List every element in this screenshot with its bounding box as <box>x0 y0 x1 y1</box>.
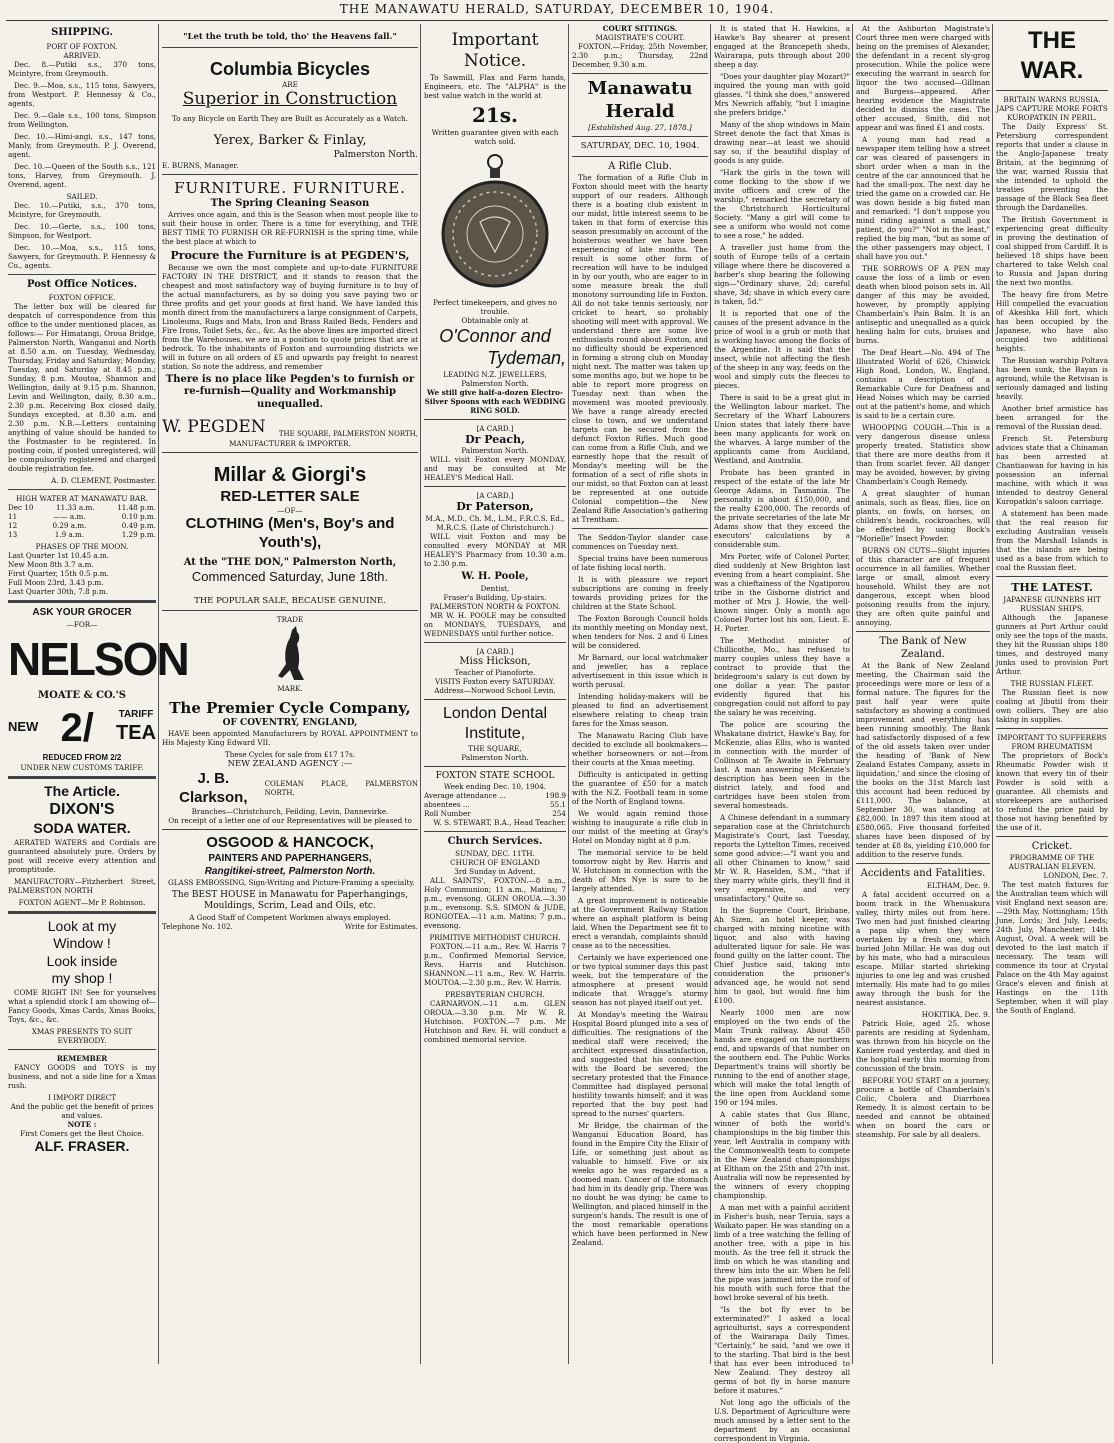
rifle-text: The formation of a Rifle Club in Foxton should meet with the hearty support of our readers. Although there is a boating club existent in our midst, little interest seems to be taken in that form of exercise this season presumably on account of the boisterous weather we have been experiencing of late months. The result is some other form of recreation will have to be indulged in by our youth, who are eager to in some measure break the dull monotony surrounding life in Foxton. All do not take tennis seriously, nor cricket to heart, so probably shooting will meet with approval. We understand there are some live enthusiasts round about Foxton, and no difficulty should be experienced in forming a strong club on Monday night next. The matter was taken up some months ago, but we hope to be able to report more progress on Tuesday next than when the movement was mooted previously. We have a range already erected close to town, and we understand targets can be secured from the defunct Foxton Rifles. Much good can come from a Rifle Club, and we earnestly hope that the result of Monday's meeting will be the formation of a sect of rifle shots in our midst, so that Foxton can at least be represented at one outside Colonial competition—the New Zealand Rifle Association's gathering at Trentham. <box>572 173 709 525</box>
jewellers-place: Palmerston North. <box>461 378 529 388</box>
post-subheading: FOXTON OFFICE. <box>48 293 116 302</box>
tariff-label: TARIFF <box>118 708 154 720</box>
premier-heading: The Premier Cycle Company, <box>169 699 411 718</box>
news-item: A cable states that Gus Blanc, winner of both the world's championships in the big timber this year, left Australia in company with the Commonwealth team to compete in the New Zealand championships at Eltham on the 25th and 27th inst. Australia will now be represented by the winners of every chopping championship. <box>714 1110 850 1200</box>
news-item: There is said to be a great glut in the Wellington labour market. The Secretary of the Wharf Labourers Union states that lately there have been many applicants for work on the wharves. A large number of the applicants came from Auckland, Westland, and Australia. <box>714 393 850 465</box>
divider <box>424 831 566 832</box>
rifle-heading: A Rifle Club. <box>608 160 672 172</box>
divider <box>572 73 708 74</box>
column-divider <box>852 24 853 1364</box>
london-address: THE SQUARE, <box>468 744 522 753</box>
news-item: It is reported that one of the causes of the present advance in the price of wool is a grub or moth that is working havoc among the flocks of the Argentine. It is said that the insect, while not affecting the flesh of the sheep in any way, feeds on the wool and simply cuts the fleeces to pieces. <box>714 309 850 390</box>
news-item: Nearly 1000 men are now employed on the two ends of the Main Trunk railway. About 450 hands are engaged on the northern end, and upwards of that number on the southern end. The Public Works Department's trains will shortly be running to the end of another stage, which will make the total length of the line open from Auckland some 190 or 194 miles. <box>714 1008 850 1107</box>
news-item: Difficulty is anticipated in getting the guarantee of £50 for a match with the N.Z. Football team in some of the North of England towns. <box>572 770 708 807</box>
news-item: The memorial service to be held tomorrow night by Rev. Harris and W. Hutchison in connection with the death of Mrs Nye is sure to be largely attended. <box>572 848 708 894</box>
fraser-name: ALF. FRASER. <box>34 1137 130 1154</box>
war-text: The heavy fire from Metre Hill compelled the evacuation of Akeshka Hill fort, which has been occupied by the Japanese, who have also occupied two additional heights. <box>996 290 1108 353</box>
spring-heading: The Spring Cleaning Season <box>210 197 370 209</box>
war-text: A statement has been made that the real reason for excluding Australian vessels from the Marshall Islands is that the islands are being used as a base from which to coal the Russian fleet. <box>996 509 1108 572</box>
cricket-text: The test match fixtures for the Australian team which will visit England next season are:—29th May, Nottingham; 15th June, Lords; 3rd July, Leeds; 24th July, Manchester; 14th August, Oval. A week will be devoted to the last match if necessary. The team will commence its tour at Crystal Palace on the 4th May against Grace's eleven and finish at Hastings on the 11th September, when it will play the South of England. <box>996 880 1108 1016</box>
news-item: Mrs Porter, wife of Colonel Porter, died suddenly at New Brighton last evening from a heart complaint. She was a chieftainess of the Ngatiporou tribe in the Gisborne district and mother of Mrs J. Howie, the well-known singer. Only a month ago Colonel Porter lost his son, Lieut. E. H. Porter. <box>714 552 850 633</box>
news-item: Special trains have been numerous of late fishing local north. <box>572 554 708 573</box>
trade-label: TRADE <box>276 615 304 625</box>
post-heading: Post Office Notices. <box>26 278 138 290</box>
rheumatism-text: The proprietors of Bock's Rheumatic Powder wish it known that every tin of their Powder is sold with a guarantee. All chemists and storekeepers are authorised to refund the price paid by those not having benefited by the use of it. <box>996 750 1108 832</box>
tide-am: —— a.m. <box>53 512 86 521</box>
news-item: At the Ashburton Magistrate's Court three men were charged with being on the premises of Alexander, the defendant in a recent sly-grog prosecution. While the police were executing the warrant in search for liquor the two accused—Gillman and Burgess—appeared. After hearing evidence the Magistrate decided to dismiss the cases. The other accused, Smith, did not appear and was fined £1 and costs. <box>856 24 990 132</box>
sailed-heading: SAILED. <box>66 191 98 201</box>
absentees-value: 55.1 <box>549 800 566 810</box>
painters-line: PAINTERS AND PAPERHANGERS, <box>208 853 372 865</box>
date-line: SATURDAY, DEC. 10, 1904. <box>580 141 700 151</box>
divider <box>8 274 156 275</box>
column-divider <box>992 24 993 1364</box>
news-item: BEFORE YOU START on a journey, procure a bottle of Chamberlain's Colic, Cholera and Diarrhoea Remedy. It is almost certain to be needed and cannot be obtained when on board the cars or steamship. For sale by all dealers. <box>856 1075 990 1139</box>
bank-text: At the Bank of New Zealand meeting, the Chairman said the proceedings were more or less of a formal nature. The figures for the past half year were quite satisfactory as showing a continued improvement and everything has been running smoothly. The Bank had satisfactorily disposed of a few of the old assets taken over under the heading of 'Bank of New Zealand Estates Company, assets in liquidation,' and since the closing of the books on the 31st March last this account had been reduced by £111,000. The balance, at September 30, was standing at £82,000. In 1897 this item stood at £580,065. Five thousand forfeited shares have been disposed of by tender at £8 8s, yielding £10,000 for addition to the reserve funds. <box>856 661 990 859</box>
latest-subheading: JAPANESE GUNNERS HIT RUSSIAN SHIPS. <box>1003 594 1101 613</box>
masthead-rule <box>6 20 1108 21</box>
column-divider <box>710 24 711 1364</box>
sawmill-text: To Sawmill, Flax and Farm hands, Engineers, etc. The "ALPHA" is the best value watch in the world at <box>424 72 566 100</box>
of-line: —OF— <box>277 506 303 516</box>
bank-heading: The Bank of New Zealand. <box>879 636 967 660</box>
no-place-line: There is no place like Pegden's to furnish or re-furnish—Quality and Workmanship unequalled. <box>165 373 415 410</box>
news-item: WHOOPING COUGH.—This is a very dangerous disease unless properly treated. Statistics show that there are more deaths from it than from scarlet fever. All danger may be avoided, however, by giving Chamberlain's Cough Remedy. <box>856 423 990 486</box>
news-item: The police are scouring the Whakatane district, Hawke's Bay, for McKenzie, alias Ellis, who is wanted in connection with the murder of Collinson at Te Awaite in February last. A man answering McKenzie's description has been seen in the district lately, and food and cartridges have been stolen from several homesteads. <box>714 720 850 810</box>
column-divider <box>420 24 421 1364</box>
news-item: The Manawatu Racing Club have decided to exclude all bookmakers—whether horseowners or not—from their courts at the Xmas meeting. <box>572 731 708 768</box>
news-item: A traveller just home from the south of Europe tells of a certain village where there he discovered a barber's shop bearing the following sign—"Ordinary shave, 2d; careful shave, 3d; shave in which every care is taken, 5d." <box>714 243 850 306</box>
pegden-row <box>162 417 418 438</box>
news-item: "Hark the girls in the town will come flocking to the show if we invite officers and crew of the warship," remarked the secretary of the Christchurch Horticultural Society. "Many a girl will come to see a uniform who would not come to see a rose," he added. <box>714 168 850 240</box>
news-item: At Monday's meeting the Wairau Hospital Board plunged into a sea of difficulties. The resignations of the medical staff were received; the architect expressed dissatisfaction, and suggested that his connection with the Board be severed; the secretary protested that the Finance Committee had displayed personal hostility towards himself; and it was reported that the buy post had spread to the nurses' quarters. <box>572 1010 708 1119</box>
rangitikei-line: Rangitikei-street, Palmerston North. <box>204 865 376 877</box>
card-label: [A CARD.] <box>476 646 514 656</box>
peach-name: Dr Peach, <box>465 432 525 446</box>
red-letter-heading: RED-LETTER SALE <box>220 487 360 505</box>
news-item: A great slaughter of human animals, such as fleas, flies, lice on plants, on fowls, on horses, on children's heads, cockroaches, will be effected by using Bock's "Morielle" Insect Powder. <box>856 489 990 543</box>
divider <box>856 631 990 632</box>
burns-line: E. BURNS, Manager. <box>162 160 239 170</box>
programme-heading: PROGRAMME OF THE AUSTRALIAN ELEVEN. <box>1008 853 1096 872</box>
pegden-name: W. PEGDEN <box>162 417 266 438</box>
telephone: Telephone No. 102. <box>162 921 233 931</box>
written-guarantee: Written guarantee given with each watch sold. <box>431 127 559 146</box>
news-item: Intending holiday-makers will be pleased to find an advertisement elsewhere relating to cheap train fares for the Xmas season. <box>572 692 708 729</box>
divider <box>8 776 156 779</box>
article-heading: The Article. <box>44 782 120 799</box>
branches-line: Branches—Christchurch, Feilding, Levin, Dannevirke. <box>191 807 389 817</box>
columbia-heading: Columbia Bicycles <box>209 58 371 79</box>
absentees-label: absentees ... <box>424 800 470 810</box>
london-place: Palmerston North. <box>461 753 529 762</box>
headmaster: W. S. STEWART, B.A., Head Teacher. <box>433 818 566 828</box>
estimates: Write for Estimates. <box>344 921 418 931</box>
news-item: The Seddon-Taylor slander case commences on Tuesday next. <box>572 533 708 552</box>
tide-am: 0.29 a.m. <box>52 521 87 530</box>
clothing-line: CLOTHING (Men's, Boy's and <box>185 515 395 533</box>
spring-text: Arrives once again, and this is the Season when most people like to suit their house in order. There is a time for everything, and THE BEST TIME TO FURNISH OR RE-FURNISH is the spring time, while the best place at which to <box>162 210 418 247</box>
advent-line: 3rd Sunday in Advent. <box>454 866 536 876</box>
paper-nameplate: Manawatu Herald <box>587 78 693 122</box>
clarkson-address: COLEMAN PLACE, PALMERSTON NORTH, <box>264 779 418 797</box>
paterson-degrees: M.A., M.D., Ch. M., L.M., F.R.C.S. Ed., M.R.C.S. (Late of Christchurch.) <box>425 514 565 532</box>
column-7 <box>996 24 1108 1366</box>
card-label: [A CARD.] <box>476 423 514 433</box>
hickson-visits: VISITS Foxton every SATURDAY. <box>435 677 555 686</box>
methodist-text: FOXTON.—11 a.m., Rev. W. Harris 7 p.m., Confirmed Memorial Service, Revs. Harris and Hutchison. SHANNON.—11 a.m., Rev. W. Harris. MOUTOA.—2.30 p.m., Rev. W. Harris. <box>424 941 566 987</box>
yerex-place: Palmerston North. <box>333 149 418 160</box>
telephone-row <box>162 922 418 931</box>
tide-am: 1.9 a.m. <box>54 530 85 539</box>
pegden-address: THE SQUARE, PALMERSTON NORTH, <box>278 429 418 438</box>
divider <box>8 489 156 490</box>
news-item: It is with pleasure we report subscriptions are coming in freely towards providing prizes for the children at the State School. <box>572 575 708 612</box>
court-heading: COURT SITTINGS. <box>602 24 678 33</box>
peach-address: Palmerston North. <box>461 446 529 456</box>
news-item: The Foxton Borough Council holds its monthly meeting on Monday next, when tenders for Nos. 2 and 6 Lines will be considered. <box>572 614 709 651</box>
presbyterian-text: CARNARVON.—11 a.m. GLEN OROUA.—3.30 p.m. Mr W. R. Hutchison. FOXTON.—7 p.m. Mr Hutchison and Rev. H. will conduct a combined memorial service. <box>424 998 566 1044</box>
methodist-heading: PRIMITIVE METHODIST CHURCH. <box>429 932 561 942</box>
poole-building: Fraser's Building, Up-stairs. <box>443 592 547 602</box>
tide-day: 11 <box>8 512 18 521</box>
divider <box>8 600 156 603</box>
eltham-dateline: ELTHAM, Dec. 9. <box>926 880 990 890</box>
dixon-heading: DIXON'S <box>49 801 115 818</box>
arrived-item: Dec. 8.—Putiki s.s., 370 tons, Mcintyre, from Greymouth. <box>8 59 156 78</box>
nz-agency: NEW ZEALAND AGENCY :— <box>227 759 353 770</box>
column-4 <box>572 24 708 1366</box>
public-line: And the public get the benefit of prices and values. <box>10 1101 154 1120</box>
poole-text: MR W. H. POOLE may be consulted on MONDAYS, TUESDAYS, and WEDNESDAYS until further notice. <box>424 610 566 638</box>
eltham-text: A fatal accident occurred on a boom track in the Whenuakura valley, thirty miles out from here. Two men had just finished clearing a papa slip when they were overtaken by a fresh one, which buried John Millar. He was dug out by his mate, who had a miraculous escape. Millar started shrieking injuries to one leg and was crushed internally. His mate had to go miles away through the bush for the nearest assistance. <box>856 889 990 1007</box>
tide-row <box>8 530 156 539</box>
column-3 <box>424 24 566 1366</box>
moon-row: Last Quarter 1st 10.45 a.m. <box>8 551 109 560</box>
news-item: THE SORROWS OF A PEN may cause the loss of a limb or even death when blood poison sets in. All danger of this may be avoided, however, by promptly applying Chamberlain's Pain Balm. It is an antiseptic and unequalled as a quick healing balm for cuts, bruises and burns. <box>856 264 990 345</box>
england-text: ALL SAINTS', FOXTON.—8 a.m., Holy Communion; 11 a.m., Matins; 7 p.m., evensong. GLEN OROUA.—3.30 p.m., evensong. S.S. SIMON & JUDE, RONGOTEA.—11 a.m. Matins; 7 p.m., evensong. <box>424 875 566 930</box>
popular-line: THE POPULAR SALE, BECAUSE GENUINE. <box>194 595 386 606</box>
yerex-heading: Yerex, Barker & Finlay, <box>213 133 367 149</box>
divider <box>162 452 418 453</box>
tariff-tea <box>116 709 156 747</box>
motto: "Let the truth be told, tho' the Heavens fall." <box>183 32 397 42</box>
new-label: NEW <box>8 719 39 735</box>
war-heading: THE WAR. <box>1020 27 1084 84</box>
tide-am: 11.33 a.m. <box>56 503 95 512</box>
divider <box>8 911 156 914</box>
church-date: SUNDAY, DEC. 11TH. <box>455 848 535 858</box>
news-item: A young man had read a newspaper item telling how a street car was cleared of passengers in short order when a man in the centre of the car announced that he had the small-pox. The next day he tried the game on a crowded car. He was down beside a big fisted man and remarked: "I don't suppose you mind riding against a small pox patient, do you?" "Not in the least," replied the big man, "but as some of the other passengers may object, I shall have you out." <box>856 135 990 261</box>
news-item: Mr Barnard, our local watchmaker and jeweller, has a replace advertisement in this issue which is worth perusal. <box>572 653 708 690</box>
card-label: [A CARD.] <box>476 491 514 501</box>
oconnor-name: O'Connor and <box>439 325 551 346</box>
divider <box>996 576 1108 577</box>
poole-places: PALMERSTON NORTH & FOXTON. <box>429 601 561 611</box>
divider <box>162 174 418 175</box>
xmas-presents: XMAS PRESENTS TO SUIT EVERYBODY. <box>31 1026 133 1045</box>
watch-price: 21s. <box>471 102 519 127</box>
news-item: It is stated that H. Hawkins, a Hawke's Bay shearer at present engaged at the Brancepeth sheds, Wairarapa, puts through about 200 sheep a day. <box>714 24 850 69</box>
news-item: Many of the shop windows in Main Street denote the fact that Xmas is drawing near—at least we should say so, if the beautiful display of goods is any guide. <box>714 120 850 165</box>
are-line: ARE <box>282 80 298 90</box>
war-text: The Daily Express' St. Petersburg correspondent reports that under a clause in the Anglo-Japanese treaty Britain, at the beginning of the war, warned Russia that she intended to uphold the treaties preventing the passage of the Black Sea fleet through the Dardanelles. <box>996 122 1108 212</box>
procure-heading: Procure the Furniture is at PEGDEN'S, <box>170 249 410 263</box>
soda-heading: SODA WATER. <box>33 820 131 836</box>
fleet-text: The Russian fleet is now coaling at Jibutil from their own colliers. They are also taking in supplies. <box>996 687 1108 724</box>
remember-heading: REMEMBER <box>56 1053 108 1063</box>
divider <box>162 829 418 830</box>
receipt-line: On receipt of a letter one of our Representatives will be pleased to <box>168 816 412 826</box>
hokitika-dateline: HOKITIKA, Dec. 9. <box>921 1009 990 1019</box>
column-5 <box>714 24 850 1443</box>
tide-row <box>8 512 156 521</box>
customs-line: UNDER NEW CUSTOMS TARIFF. <box>20 762 144 772</box>
divider <box>424 419 566 420</box>
magistrate-heading: MAGISTRATE'S COURT. <box>595 33 685 42</box>
cricket-heading: Cricket. <box>1031 840 1073 852</box>
look-line: my shop ! <box>51 970 113 986</box>
procure-text: Because we own the most complete and up-to-date FURNITURE FACTORY IN THE DISTRICT, and it stands to reason that the cheapest and most satisfactory way of buying furniture is to buy of the actual manufacturers, as by so doing you save paying two or three profits and get your goods at first hand. We have landed this month direct from the manufacturers a large consignment of Carpets, Linoleums, Rugs and Mats, Iron and Brass Railed Beds, Fenders and Fire Irons, Toilet Sets, &c., &c. As the above lines are imported direct from the Warehouses, we are in a position to quote prices that are at bedrock. To the inhabitants of Foxton and surrounding districts we will in future on all orders of £5 and upwards pay freight to nearest station. So note the address, and remember <box>162 262 418 371</box>
roll-label: Roll Number <box>424 809 471 819</box>
hickson-address: Address—Norwood School Levin. <box>434 686 556 695</box>
column-6 <box>856 24 990 1366</box>
arrived-item: Dec. 10.—Himi-angi, s.s., 147 tons, Manly, from Greymouth. P. J. Overend, agent. <box>8 131 156 159</box>
obtainable-line: Obtainable only at <box>461 315 529 325</box>
tide-day: 13 <box>8 530 18 539</box>
jewellers-line: LEADING N.Z. JEWELLERS, <box>443 369 547 379</box>
divider <box>424 486 566 487</box>
aerated-text: AERATED WATERS and Cordials are guaranteed absolutely pure. Orders by post will receive every attention and promptitude. <box>8 837 156 874</box>
hokitika-text: Patrick Hole, aged 25, whose parents are residing at Sydenham, was thrown from his bicycle on the Kaniere road yesterday, and died in the hospital early this morning from concussion of the brain. <box>856 1018 990 1073</box>
pocket-watch-icon <box>440 152 550 292</box>
import-line: I IMPORT DIRECT <box>48 1092 116 1102</box>
wedding-line: We still give half-a-dozen Electro-Silver Spoons with each WEDDING RING SOLD. <box>424 387 566 415</box>
moon-row: New Moon 8th 3.7 a.m. <box>8 560 94 569</box>
school-heading: FOXTON STATE SCHOOL <box>435 771 555 781</box>
tea-label: TEA <box>115 722 156 745</box>
paterson-name: Dr Paterson, <box>456 500 534 514</box>
tide-day: 12 <box>8 521 18 530</box>
absentees-row <box>424 800 566 809</box>
roll-value: 254 <box>552 809 566 819</box>
column-divider <box>568 24 569 1364</box>
roll-row <box>424 809 566 818</box>
tide-pm: 0.10 p.m. <box>121 512 156 521</box>
war-text: The British Government is experiencing great difficulty in proving the destination of coal shipped from Cardiff. It is believed 18 ships have been chartered to take Welsh coal to Russia and Japan during the next two months. <box>996 215 1108 287</box>
news-item: BURNS ON CUTS—Slight injuries of this character are of frequent occurrence in all families. Whether large or small, almost every household. Whilst they are not dangerous, except when blood poisoning results from the injury, they are often quite painful and annoying. <box>856 546 990 627</box>
post-text: The letter box will be cleared for despatch of correspondence from this office to the under mentioned places, as follows:— For Himatangi, Oroua Bridge, Palmerston North, Wanganui and North at 8.50 a.m. on Tuesday, Wednesday, Thursday, Friday and Saturday; Monday, Tuesday, and Saturday at 8.45 p.m.; Sunday, 8 p.m. Moutoa, Shannon and Wellington, daily at 9.15 p.m. Shannon, Levin and Wellington, daily, 8.30 a.m., 2.30 p.m. Receiving Box closed daily, Sundays excepted, at 8.30 a.m. and 2.30 p.m. N.B.—Letters containing anything of value should be handed to the Postmaster to be registered. In posting coin, if posted unregistered, will be compulsorily registered and charged double registration fee. <box>8 302 156 473</box>
divider <box>572 528 708 529</box>
price-label: 2/ <box>60 705 94 750</box>
commenced-line: Commenced Saturday, June 18th. <box>191 569 389 585</box>
divider <box>162 47 418 48</box>
divider <box>162 610 418 611</box>
come-in-text: COME RIGHT IN! See for yourselves what a splendid stock I am showing of— Fancy Goods, Xmas Cards, Xmas Books, Toys, &c., &c. <box>8 987 156 1024</box>
mark-label: MARK. <box>277 684 303 694</box>
foxton-agent: FOXTON AGENT—Mr P. Robinson. <box>18 897 146 907</box>
news-item: Certainly we have experienced one or two typical summer days this past week, but the temperature of the atmosphere at present would indicate that Wragge's stormy season has not played itself out yet. <box>572 953 708 1008</box>
divider <box>424 642 566 643</box>
war-subheading: JAPS CAPTURE MORE FORTS <box>996 104 1108 113</box>
tide-heading: HIGH WATER AT MANAWATU BAR. <box>16 494 148 503</box>
news-item: A Chinese defendant in a summary separation case at the Christchurch Magistrate's Court, last Tuesday, reports the Lyttelton Times, received some good advice:—"I want you and all other Chinamen to know," said Mr W. R. Haselden, S.M., "that if they marry white girls, they'll find it very expensive, and very unsatisfactory." Quite so. <box>714 813 850 903</box>
sailed-item: Dec. 10.—Putiki, s.s., 370 tons, Mcintyre, for Greymouth. <box>8 200 156 219</box>
column-divider <box>158 24 159 1364</box>
divider <box>572 156 708 157</box>
war-subheading: BRITAIN WARNS RUSSIA. <box>1003 95 1101 104</box>
shipping-heading: SHIPPING. <box>51 27 113 38</box>
hickson-title: Teacher of Pianoforte. <box>454 668 536 677</box>
latest-text: Although the Japanese gunners at Port Arthur could only see the tops of the masts, they hit the Russian ships 180 times, and destroyed many junks used to provision Port Arthur. <box>996 612 1108 676</box>
appointed-text: HAVE been appointed Manufacturers by ROYAL APPOINTMENT to His Majesty King Edward VII. <box>162 729 418 748</box>
news-item: We would again remind those wishing to inaugurate a rifle club in our midst of the meeting at Gray's Hotel on Monday night at 8 p.m. <box>572 809 708 846</box>
accidents-heading: Accidents and Fatalities. <box>860 868 986 879</box>
divider <box>856 863 990 864</box>
sailed-item: Dec. 10.—Gerte, s.s., 100 tons, Simpson, for Westport. <box>8 221 156 240</box>
note-heading: NOTE : <box>67 1119 97 1129</box>
news-item: In the Supreme Court, Brisbane, Ah Sizen, an hotel keeper, was charged with mixing nicotine with liquor, and also with having adulterated liquor for sale. He was found guilty on the latter count. The Chief Justice said, taking into consideration the prisoner's advanced age, he would not send him to gaol, but would fine him £100. <box>714 906 850 1005</box>
look-line: Look inside <box>46 952 118 969</box>
tide-row <box>8 521 156 530</box>
war-text: French St. Petersburg advices state that a Chinaman has been arrested at Chantiaowan for having in his possession an infernal machine, with which it was intended to destroy General Kuropatkin's saloon carriage. <box>996 434 1108 506</box>
osgood-heading: OSGOOD & HANCOCK, <box>206 834 374 852</box>
divider <box>424 699 566 700</box>
glass-text: GLASS EMBOSSING, Sign-Writing and Picture-Framing a specialty. <box>168 878 415 888</box>
latest-heading: THE LATEST. <box>1011 581 1093 594</box>
important-heading: Important Notice. <box>451 30 539 72</box>
news-item: Mr Bridge, the chairman of the Wanganui Education Board, has found in the Empire City the Elixir of Life, or something just about as valuable to himself. Five or six weeks ago he was regarded as a doomed man. Cancer of the stomach had him in its deadly grip. There was no doubt he was dying; he came to Wellington, and placed himself in the surgeon's hands. The result is one of the most remarkable operations which have been performed in New Zealand. <box>572 1121 708 1248</box>
peach-text: WILL visit Foxton every MONDAY, and may be consulted at Mr HEALEY'S Medical Hall. <box>424 455 566 483</box>
hickson-name: Miss Hickson, <box>459 655 531 667</box>
divider <box>996 836 1108 837</box>
for-line: —FOR— <box>66 619 98 629</box>
reduced-line: REDUCED FROM 2/2 <box>42 752 122 762</box>
poole-title: Dentist, <box>480 583 510 593</box>
news-item: A man met with a painful accident in Fisher's bush, near Teruia, says a Waikato paper. He was standing on a limb of a tree watching the felling of another tree, with a pipe in his mouth. As the tree fell it struck the limb on which he was standing and threw him into the air. When he fell the pipe was jammed into the roof of his mouth with such force that the bowl broke several of his teeth. <box>714 1203 850 1302</box>
news-item: "Is the bot fly ever to be exterminated?" I asked a local agriculturist, says a correspondent of the Wairarapa Daily Times. "Certainly," he said, "and we owe it to the starling. That bird is the best that has ever been introduced to New Zealand. They destroy all germs of bot fly in horse manure before it matures." <box>714 1305 850 1395</box>
divider <box>572 136 708 137</box>
masthead: THE MANAWATU HERALD, SATURDAY, DECEMBER 10, 1904. <box>339 2 775 16</box>
moon-row: Last Quarter 30th, 7.8 p.m. <box>8 587 108 596</box>
war-text: Another brief armistice has been arranged for the removal of the Russian dead. <box>996 404 1108 431</box>
arrived-heading: ARRIVED. <box>63 50 101 60</box>
news-item: A great improvement is noticeable at the Government Railway Station where an asphalt platform is being laid. When the Department see fit to erect a verandah, complaints should cease as to the necessities. <box>572 896 708 951</box>
war-subheading: KUROPATKIN IN PERIL. <box>1007 113 1097 122</box>
tide-day: Dec 10 <box>8 503 34 512</box>
these-cycles: These Cycles for sale from £17 17s. <box>224 750 356 760</box>
news-item: Probate has been granted in respect of the estate of the late Mr George Adams, in Tasmania. The personalty is about £150,000, and the realty £200,000. The records of the private secretaries of the late Mr Adams show that they exceed the executors' calculations by a considerable sum. <box>714 468 850 549</box>
attendance-label: Average attendance ... <box>424 791 506 801</box>
tide-pm: 1.29 p.m. <box>121 530 156 539</box>
news-item: The Methodist minister of Chillicothe, Mo., has refused to marry couples unless they have a contract to provide that the bridegroom's salary is cut down by one dollar a year. The pastor evidently figured that his congregation could not afford to pay the salary he was receiving. <box>714 636 850 717</box>
pegden-manufacturer: MANUFACTURER & IMPORTER. <box>229 438 351 448</box>
moon-heading: PHASES OF THE MOON. <box>35 542 129 551</box>
london-dental-heading: London Dental Institute, <box>442 705 548 742</box>
best-house-line: The BEST HOUSE in Manawatu for Paperhangings, Mouldings, Scrim, Lead and Oils, etc. <box>171 890 409 912</box>
news-item: "Does your daughter play Mozart?" inquired the young man with gold glasses. "I think she does," answered Mrs Newrich affably, "but I imagine she prefers bridge." <box>714 72 850 117</box>
attendance-value: 198.9 <box>545 791 566 801</box>
nelson-logo: NELSON <box>8 632 188 685</box>
divider <box>8 1049 156 1050</box>
superior-heading: Superior in Construction <box>182 89 398 110</box>
perfect-line: Perfect timekeepers, and gives no trouble. <box>433 297 557 316</box>
presbyterian-heading: PRESBYTERIAN CHURCH. <box>445 989 545 999</box>
millar-heading: Millar & Giorgi's <box>213 463 367 486</box>
post-signature: A. D. CLEMENT, Postmaster. <box>51 476 156 485</box>
rheumatism-heading: IMPORTANT TO SUFFERERS FROM RHEUMATISM <box>997 732 1107 751</box>
moon-row: Full Moon 23rd, 3.43 p.m. <box>8 578 104 587</box>
column-2 <box>162 24 418 1366</box>
sailed-item: Dec. 10.—Moa, s.s., 115 tons, Sawyers, for Greymouth. P. Hennessy & Co., agents. <box>8 242 156 270</box>
war-text: The Russian warship Poltava has been sunk, the Bayan is aground, while the Retvisan is seriously damaged and listing heavily. <box>996 356 1108 401</box>
arrived-item: Dec. 9.—Gale s.s., 100 tons, Simpson from Wellington. <box>8 110 156 129</box>
england-heading: CHURCH OF ENGLAND <box>450 857 540 867</box>
tide-pm: 11.48 p.m. <box>117 503 156 512</box>
tariff-block <box>8 703 156 753</box>
column-1 <box>8 24 188 1366</box>
poole-name: W. H. Poole, <box>461 571 529 582</box>
established-line: [Established Aug. 27, 1878.] <box>588 123 692 132</box>
moon-row: First Quarter, 15th 0.5 p.m. <box>8 569 109 578</box>
arrived-item: Dec. 9.—Moa, s.s., 115 tons, Sawyers, from Westport. P. Hennessy & Co., agents. <box>8 80 156 108</box>
fleet-heading: THE RUSSIAN FLEET. <box>1010 678 1094 688</box>
look-line: Window ! <box>53 935 111 951</box>
clothing-line: Youth's), <box>258 534 322 552</box>
good-staff-line: A Good Staff of Competent Workmen always employed. <box>189 912 391 922</box>
cricket-dateline: LONDON, Dec. 7. <box>1043 871 1108 881</box>
divider <box>996 90 1108 91</box>
divider <box>996 728 1108 729</box>
news-item: Not long ago the officials of the U.S. Department of Agriculture were much amused by a letter sent to the department by an occasional correspondent in Virginia. <box>714 1398 850 1443</box>
attendance-row <box>424 791 566 800</box>
first-comers: First Comers get the Best Choice. <box>20 1128 144 1138</box>
moate-line: MOATE & CO.'S <box>38 690 126 701</box>
furniture-heading: FURNITURE. FURNITURE. <box>174 178 406 197</box>
arrived-item: Dec. 10.—Queen of the South s.s., 121 tons, Harvey, from Greymouth. J. Overend, agent. <box>8 161 156 189</box>
court-text: FOXTON.—Friday, 25th November, 2.30 p.m.; Thursday, 22nd December, 9.30 a.m. <box>572 42 708 69</box>
at-don: At the "THE DON," Palmerston North, <box>183 556 397 568</box>
coventry-line: OF COVENTRY, ENGLAND, <box>222 718 358 728</box>
any-bicycle: To any Bicycle on Earth They are Built as Accurately as a Watch. <box>172 114 408 124</box>
remember-text: FANCY GOODS and TOYS is my business, and not a side line for a Xmas rush. <box>8 1062 156 1090</box>
look-line: Look at my <box>47 917 117 934</box>
church-heading: Church Services. <box>447 836 543 848</box>
school-week: Week ending Dec. 10, 1904. <box>443 782 547 792</box>
news-item: The Deaf Heart.—No. 494 of The Illustrated World of 626, Chiswick High Road, London, W., England, contains a description of a Remarkable Cure for Deafness and Head Noises which may be carried out at the patient's home, and which is said to be a certain cure. <box>856 348 990 420</box>
tydeman-name: Tydeman, <box>487 348 566 368</box>
clarkson-name: J. B. Clarkson, <box>179 769 248 806</box>
paterson-text: WILL visit Foxton and may be consulted every MONDAY at MR HEALEY'S Pharmacy from 10.30 a.m. to 2.30 p.m. <box>424 532 566 568</box>
clarkson-row <box>162 770 418 808</box>
tide-pm: 0.49 p.m. <box>121 521 156 530</box>
divider <box>424 766 566 767</box>
kangaroo-trademark-icon <box>270 624 310 684</box>
manufactory-text: MANUFACTORY—Fitzherbert Street, PALMERSTON NORTH <box>8 876 156 895</box>
grocer-line: ASK YOUR GROCER <box>32 607 132 618</box>
port-heading: PORT OF FOXTON. <box>46 41 118 51</box>
tide-row <box>8 503 156 512</box>
